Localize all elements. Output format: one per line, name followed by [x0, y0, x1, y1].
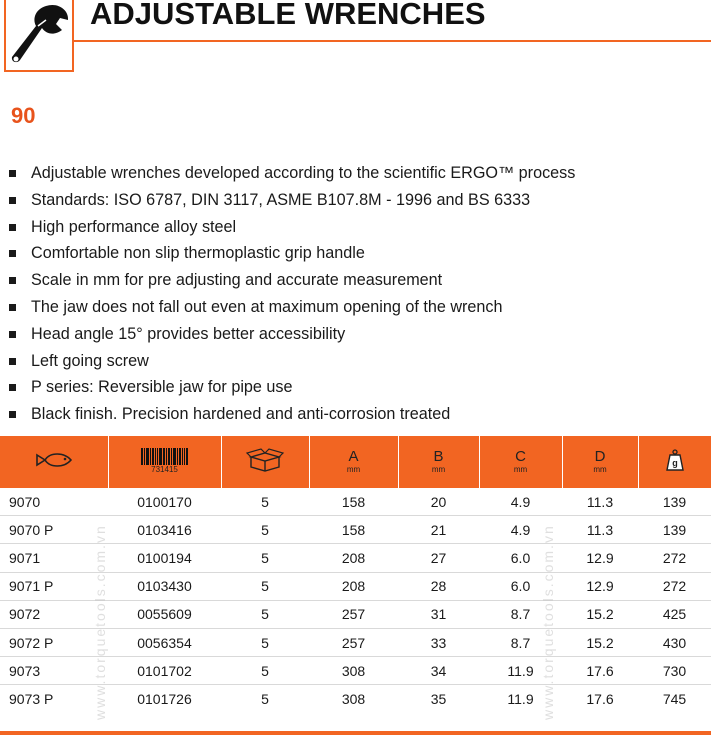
cell-pack-quantity: 5 — [261, 662, 269, 679]
cell-dimension-c: 6.0 — [510, 549, 531, 566]
cell-dimension-d: 11.3 — [586, 493, 614, 510]
weight-unit: g — [672, 457, 678, 468]
cell-dimension-c: 8.7 — [510, 606, 531, 623]
cell-dimension-a: 257 — [341, 606, 366, 623]
cell-dimension-b: 20 — [430, 493, 447, 510]
cell-ean-code: 0101726 — [137, 690, 192, 707]
cell-article-number: 9070 — [9, 493, 41, 510]
series-number: 90 — [11, 103, 36, 128]
feature-list — [0, 160, 575, 428]
cell-article-number: 9072 P — [9, 634, 54, 651]
cell-weight: 730 — [662, 662, 687, 679]
bullet-icon — [9, 358, 16, 365]
cell-dimension-c: 6.0 — [510, 578, 531, 595]
cell-dimension-b: 35 — [430, 690, 447, 707]
feature-item: Left going screw — [0, 348, 575, 375]
cell-weight: 425 — [662, 606, 687, 623]
cell-ean-code: 0100170 — [137, 493, 192, 510]
col-ean-code — [108, 436, 221, 488]
cell-article-number: 9073 — [9, 662, 41, 679]
weight-icon — [663, 448, 687, 472]
cell-weight: 272 — [662, 549, 687, 566]
cell-dimension-a: 158 — [341, 521, 366, 538]
cell-ean-code: 0056354 — [137, 634, 192, 651]
cell-dimension-a: 208 — [341, 549, 366, 566]
cell-dimension-b: 27 — [430, 549, 447, 566]
feature-item: Scale in mm for pre adjusting and accurate measurement — [0, 267, 575, 294]
cell-pack-quantity: 5 — [261, 606, 269, 623]
bullet-icon — [9, 384, 16, 391]
cell-dimension-d: 15.2 — [586, 606, 614, 623]
cell-pack-quantity: 5 — [261, 521, 269, 538]
cell-dimension-c: 11.9 — [507, 662, 534, 679]
cell-dimension-d: 17.6 — [586, 662, 614, 679]
feature-item: Head angle 15° provides better accessibility — [0, 321, 575, 348]
cell-pack-quantity: 5 — [261, 549, 269, 566]
cell-dimension-c: 4.9 — [510, 521, 531, 538]
cell-dimension-b: 21 — [430, 521, 447, 538]
cell-weight: 745 — [662, 690, 687, 707]
page-title: ADJUSTABLE WRENCHES — [90, 0, 486, 31]
cell-dimension-c: 8.7 — [510, 634, 531, 651]
feature-item: Adjustable wrenches developed according to the scientific ERGO™ process — [0, 160, 575, 187]
cell-weight: 139 — [662, 493, 687, 510]
cell-dimension-d: 12.9 — [586, 549, 614, 566]
cell-ean-code: 0055609 — [137, 606, 192, 623]
table-header-row — [0, 436, 711, 488]
adjustable-wrench-icon — [4, 0, 74, 72]
bullet-icon — [9, 197, 16, 204]
cell-pack-quantity: 5 — [261, 634, 269, 651]
cell-dimension-d: 15.2 — [586, 634, 614, 651]
bullet-icon — [9, 331, 16, 338]
col-weight — [638, 436, 711, 488]
cell-dimension-d: 11.3 — [586, 521, 614, 538]
cell-article-number: 9073 P — [9, 690, 54, 707]
wrench-graphic — [6, 0, 72, 68]
feature-item: Standards: ISO 6787, DIN 3117, ASME B107.8M - 1996 and BS 6333 — [0, 187, 575, 214]
bullet-icon — [9, 224, 16, 231]
cell-ean-code: 0103430 — [137, 578, 192, 595]
bullet-icon — [9, 170, 16, 177]
cell-weight: 139 — [662, 521, 687, 538]
cell-article-number: 9071 — [9, 549, 41, 566]
cell-dimension-c: 11.9 — [507, 690, 534, 707]
cell-weight: 430 — [662, 634, 687, 651]
cell-dimension-b: 31 — [430, 606, 447, 623]
watermark-text: www.torquetools.com.vn — [92, 524, 108, 720]
table-row — [0, 488, 711, 516]
title-divider — [72, 40, 711, 42]
watermark-text: www.torquetools.com.vn — [540, 524, 556, 720]
feature-item: P series: Reversible jaw for pipe use — [0, 374, 575, 401]
cell-dimension-a: 257 — [341, 634, 366, 651]
col-dimension-d: D mm — [562, 436, 638, 488]
col-article-number — [0, 436, 108, 488]
bullet-icon — [9, 250, 16, 257]
cell-article-number: 9071 P — [9, 578, 54, 595]
bullet-icon — [9, 277, 16, 284]
fish-icon — [34, 450, 74, 470]
cell-dimension-b: 34 — [430, 662, 447, 679]
barcode-prefix: 731415 — [151, 464, 178, 474]
cell-pack-quantity: 5 — [261, 578, 269, 595]
box-icon — [245, 447, 285, 473]
cell-article-number: 9070 P — [9, 521, 54, 538]
cell-dimension-d: 12.9 — [586, 578, 614, 595]
cell-dimension-b: 33 — [430, 634, 447, 651]
cell-ean-code: 0101702 — [137, 662, 192, 679]
cell-dimension-a: 208 — [341, 578, 366, 595]
cell-pack-quantity: 5 — [261, 690, 269, 707]
cell-dimension-a: 308 — [341, 662, 366, 679]
col-dimension-b: B mm — [398, 436, 479, 488]
cell-dimension-b: 28 — [430, 578, 447, 595]
cell-dimension-d: 17.6 — [586, 690, 614, 707]
cell-ean-code: 0100194 — [137, 549, 192, 566]
col-pack-quantity — [221, 436, 309, 488]
barcode-icon — [141, 448, 189, 475]
cell-article-number: 9072 — [9, 606, 41, 623]
bullet-icon — [9, 304, 16, 311]
feature-item: Black finish. Precision hardened and anti-corrosion treated — [0, 401, 575, 428]
cell-dimension-a: 158 — [341, 493, 366, 510]
feature-item: High performance alloy steel — [0, 214, 575, 241]
bottom-divider — [0, 731, 711, 735]
feature-item: The jaw does not fall out even at maximum opening of the wrench — [0, 294, 575, 321]
bullet-icon — [9, 411, 16, 418]
cell-dimension-c: 4.9 — [510, 493, 531, 510]
cell-ean-code: 0103416 — [137, 521, 192, 538]
cell-pack-quantity: 5 — [261, 493, 269, 510]
cell-dimension-a: 308 — [341, 690, 366, 707]
col-dimension-c: C mm — [479, 436, 562, 488]
cell-weight: 272 — [662, 578, 687, 595]
feature-item: Comfortable non slip thermoplastic grip handle — [0, 240, 575, 267]
col-dimension-a: A mm — [309, 436, 398, 488]
